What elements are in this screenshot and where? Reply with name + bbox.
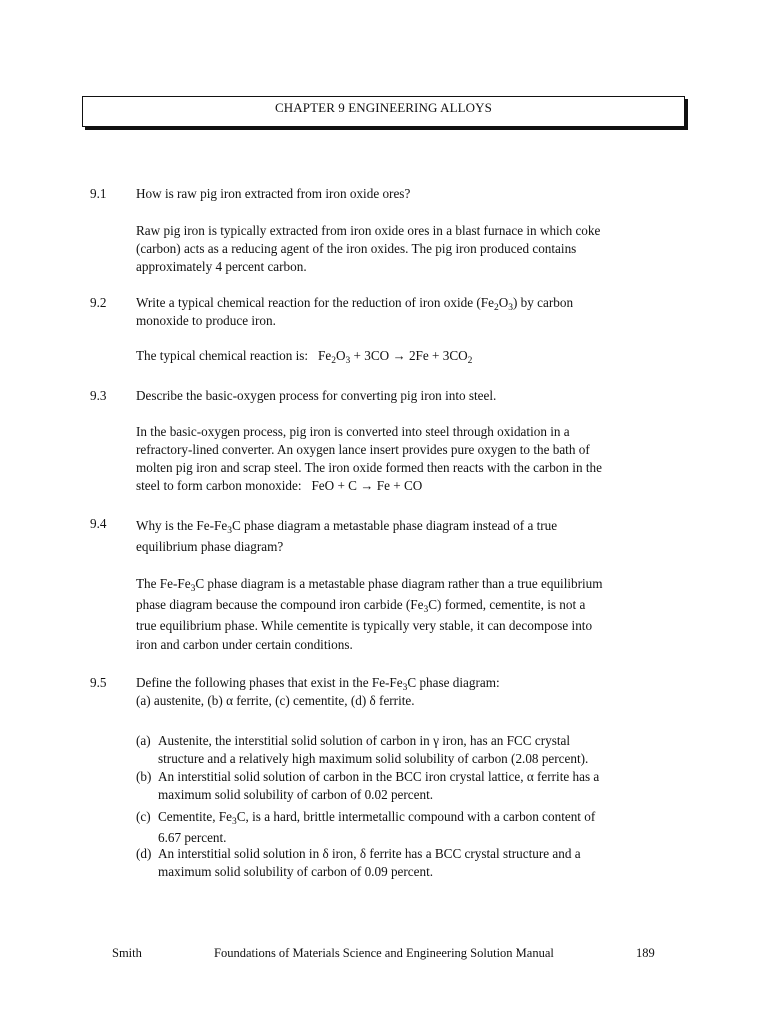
- answer-9-3: [136, 423, 696, 495]
- item-label: (c): [136, 809, 151, 824]
- question-text: Why is the $Fe-Fe_3C$ phase diagram a metastable phase diagram instead of a true equilibrium phase diagram?: [136, 518, 558, 554]
- answer-line: molten pig iron and scrap steel. The iron oxide formed then reacts with the carbon in the: [136, 460, 602, 475]
- answer-line: (carbon) acts as a reducing agent of the iron oxides. The pig iron produced contains: [136, 241, 577, 256]
- footer-author: Smith: [112, 946, 142, 960]
- answer-line: steel to form carbon monoxide: FeO + C → Fe + CO: [136, 478, 423, 493]
- item-text: An interstitial solid solution in δ iron, δ ferrite has a BCC crystal structure and a maximum solid solubility of carbon of 0.09 percent.: [158, 846, 581, 879]
- question-text: Write a typical chemical reaction for the reduction of iron oxide $(Fe_2O_3)$ by carbon monoxide to produce iron.: [136, 295, 574, 328]
- answer-9-4: [136, 573, 696, 654]
- question-text: How is raw pig iron extracted from iron oxide ores?: [136, 186, 411, 201]
- question-number: 9.2: [90, 295, 107, 310]
- answer-line: approximately 4 percent carbon.: [136, 259, 307, 274]
- question-number: 9.5: [90, 675, 107, 690]
- reaction-equation: $Fe_2O_3 + 3CO \to 2Fe + 3CO_2$: [318, 348, 473, 366]
- item-text: An interstitial solid solution of carbon in the BCC iron crystal lattice, α ferrite has a maximum solid solubility of carbon of 0.02 percent.: [158, 769, 600, 802]
- item-label: (b): [136, 769, 152, 784]
- reaction-line: The typical chemical reaction is: $Fe_2O_3 + 3CO \to 2Fe + 3CO_2$: [136, 348, 473, 366]
- reaction-equation: FeO + C → Fe + CO: [311, 478, 423, 493]
- question-parts: (a) austenite, (b) α ferrite, (c) cementite, (d) δ ferrite.: [136, 693, 415, 708]
- footer-book-title: Foundations of Materials Science and Engineering Solution Manual: [214, 946, 554, 960]
- item-text: Cementite, $Fe_3C$, is a hard, brittle intermetallic compound with a carbon content of 6.67 percent.: [158, 809, 596, 845]
- answer-line: refractory-lined converter. An oxygen lance insert provides pure oxygen to the bath of: [136, 442, 590, 457]
- answer-9-2: [136, 347, 696, 365]
- answer-line: Raw pig iron is typically extracted from iron oxide ores in a blast furnace in which coke: [136, 223, 601, 238]
- answer-line: true equilibrium phase. While cementite is typically very stable, it can decompose into: [136, 618, 593, 633]
- question-number: 9.3: [90, 388, 107, 403]
- item-text: Austenite, the interstitial solid solution of carbon in γ iron, has an FCC crystal structure and a relatively high maximum solid solubility of carbon (2.08 percent).: [158, 733, 589, 766]
- question-number: 9.1: [90, 186, 107, 201]
- answer-line: The $Fe-Fe_3C$ phase diagram is a metastable phase diagram rather than a true equilibrium: [136, 576, 603, 594]
- answer-line: iron and carbon under certain conditions.: [136, 637, 353, 652]
- chapter-header: [82, 96, 685, 127]
- question-text: Describe the basic-oxygen process for converting pig iron into steel.: [136, 388, 497, 403]
- page-number: 189: [636, 946, 655, 960]
- question-text: Define the following phases that exist in the $Fe-Fe_3C$ phase diagram: (a) austenite, (b) α ferrite, (c) cementite, (d) δ ferrite.: [136, 674, 696, 710]
- answer-9-1: [136, 222, 696, 276]
- question-number: 9.4: [90, 516, 107, 531]
- item-label: (a): [136, 733, 151, 748]
- answer-line: In the basic-oxygen process, pig iron is converted into steel through oxidation in a: [136, 424, 570, 439]
- chapter-title: CHAPTER 9 ENGINEERING ALLOYS: [275, 100, 492, 115]
- answer-line: phase diagram because the compound iron carbide $(Fe_3C)$ formed, cementite, is not a: [136, 597, 586, 615]
- item-label: (d): [136, 846, 152, 861]
